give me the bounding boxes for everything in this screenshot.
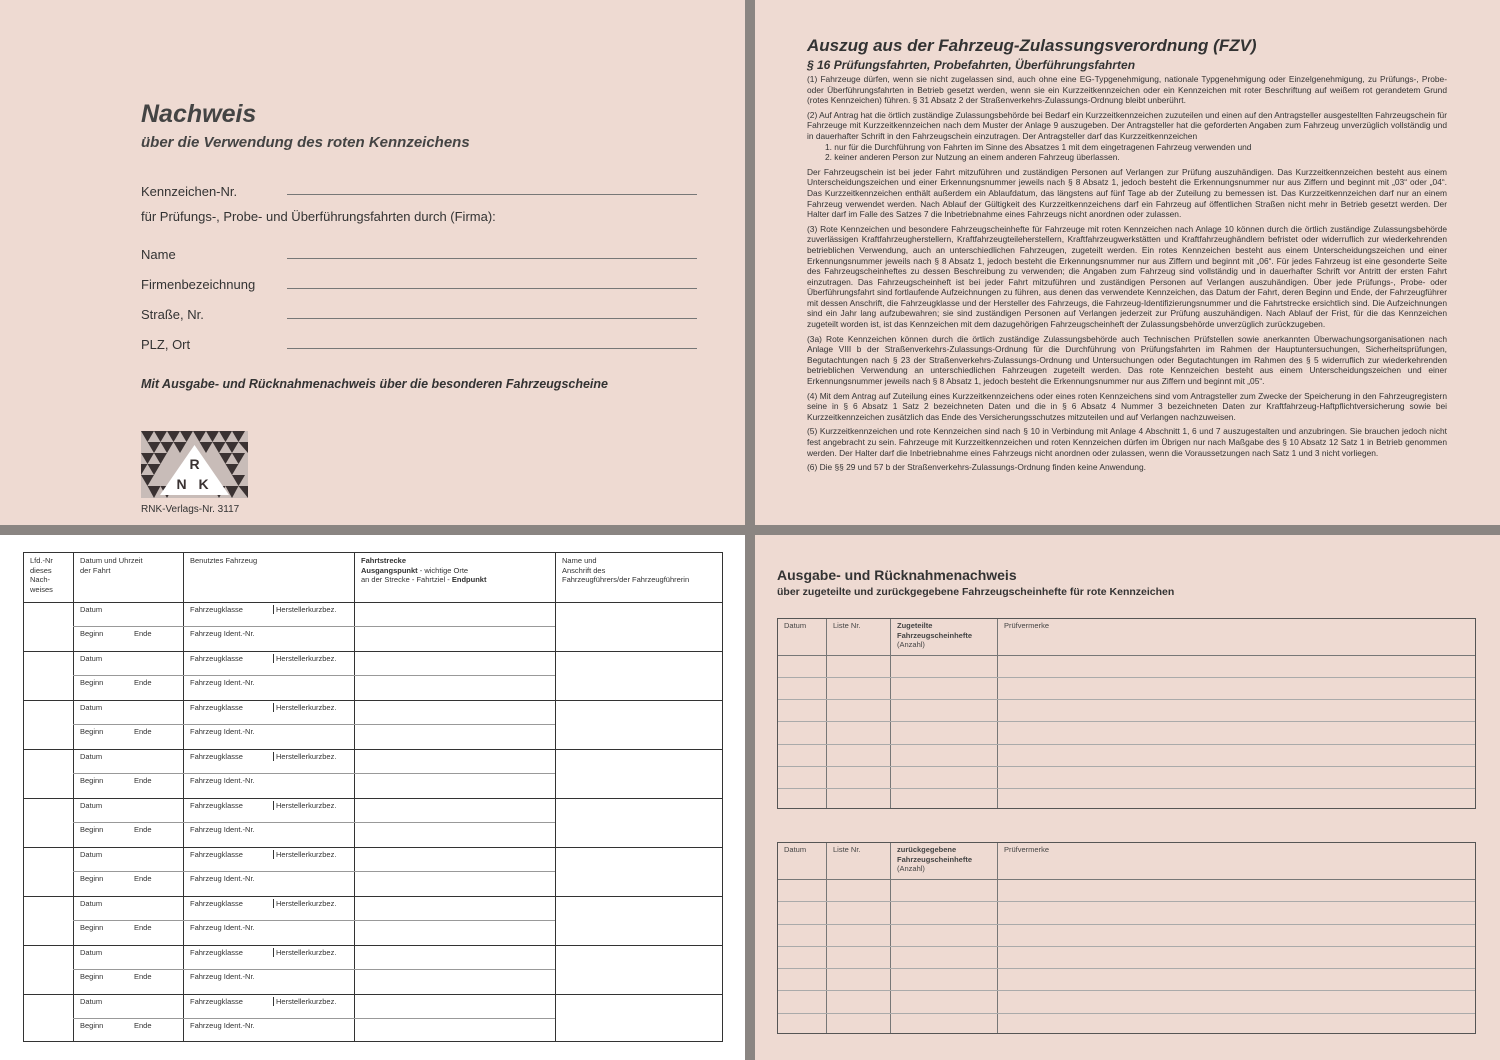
- returned-col-liste: Liste Nr.: [833, 845, 861, 854]
- table-row: [24, 896, 722, 897]
- cell-beginn: Beginn: [80, 923, 104, 932]
- law-item-1: 1. nur für die Durchführung von Fahrten im Sinne des Absatzes 1 mit dem eingetragenen Fahrzeug verwenden und: [825, 141, 1252, 152]
- cell-ende: Ende: [134, 678, 152, 687]
- table-row: [778, 699, 1475, 700]
- log-panel: [0, 535, 745, 1060]
- header-fahrzeug: Benutztes Fahrzeug: [190, 556, 258, 565]
- header-strecke-line2: an der Strecke - Fahrtziel -: [361, 575, 452, 584]
- issued-table: [777, 618, 1476, 809]
- table-row: [778, 744, 1475, 745]
- issued-col-anzahl: (Anzahl): [897, 640, 925, 649]
- returned-col-pruef: Prüfvermerke: [1004, 845, 1050, 854]
- cell-beginn: Beginn: [80, 1021, 104, 1030]
- cell-fahrzeugklasse: Fahrzeugklasse: [190, 752, 243, 761]
- cell-herstellerkurzbez: Herstellerkurzbez.: [276, 899, 337, 908]
- issuance-title: Ausgabe- und Rücknahmenachweis: [777, 567, 1017, 583]
- cell-fahrzeugklasse: Fahrzeugklasse: [190, 605, 243, 614]
- logo-letters: N K: [176, 476, 213, 492]
- cell-herstellerkurzbez: Herstellerkurzbez.: [276, 850, 337, 859]
- issued-col-hefte: Zugeteilte Fahrzeugscheinhefte: [897, 621, 973, 640]
- name-label: Name: [141, 247, 176, 262]
- law-paragraph-4: (4) Mit dem Antrag auf Zuteilung eines Kurzzeitkennzeichens oder eines roten Kennzeichens sind vom Antragsteller zum Zwecke der Speicherung in den Fahrzeugregistern seine in § 6 Absatz 1 Satz 2 bezeichneten Daten und die in § 6 Absatz 4 Nummer 3 bezeichneten Daten zur Kraftfahrzeug-Haftpflichtversicherung sowie bei Kurzzeitkennzeichen zusätzlich das Ende des Versicherungsschutzes mitzuteilen und auf Verlangen nachzuweisen.: [807, 390, 1447, 422]
- table-row: [778, 946, 1475, 947]
- header-strecke-title: Fahrtstrecke: [361, 556, 407, 565]
- plz-field[interactable]: [287, 348, 697, 349]
- issued-col-liste: Liste Nr.: [833, 621, 861, 630]
- cell-beginn: Beginn: [80, 629, 104, 638]
- cell-datum: Datum: [80, 801, 103, 810]
- cell-beginn: Beginn: [80, 727, 104, 736]
- cell-ende: Ende: [134, 727, 152, 736]
- plz-label: PLZ, Ort: [141, 337, 191, 352]
- cell-datum: Datum: [80, 850, 103, 859]
- svg-text:R: R: [189, 456, 200, 472]
- cell-ident-nr: Fahrzeug Ident.-Nr.: [190, 972, 255, 981]
- table-row: [778, 788, 1475, 789]
- cell-ident-nr: Fahrzeug Ident.-Nr.: [190, 629, 255, 638]
- law-title: Auszug aus der Fahrzeug-Zulassungsverordnung (FZV): [807, 36, 1257, 55]
- law-paragraph-1: (1) Fahrzeuge dürfen, wenn sie nicht zugelassen sind, auch ohne eine EG-Typgenehmigung, nationale Typgenehmigung oder Einzelgenehmigung, zu Prüfungs-, Probe- oder Überführungsfahrten in Betrieb gesetzt werden, wenn sie ein Kurzzeitkennzeichen oder ein Kennzeichen mit roter Beschriftung auf weißem rot gerandetem Grund (rotes Kennzeichen) führen. § 31 Absatz 2 der Straßenverkehrs-Zulassungs-Ordnung bleibt unberührt.: [807, 74, 1447, 106]
- cell-herstellerkurzbez: Herstellerkurzbez.: [276, 605, 337, 614]
- law-panel: [755, 0, 1500, 525]
- cell-fahrzeugklasse: Fahrzeugklasse: [190, 703, 243, 712]
- cell-fahrzeugklasse: Fahrzeugklasse: [190, 801, 243, 810]
- cell-datum: Datum: [80, 752, 103, 761]
- kennzeichen-field[interactable]: [287, 194, 697, 195]
- header-strecke-end: Endpunkt: [451, 575, 487, 584]
- header-strecke-start: Ausgangspunkt: [361, 565, 418, 575]
- cover-note: Mit Ausgabe- und Rücknahmenachweis über die besonderen Fahrzeugscheine: [141, 377, 608, 391]
- cell-herstellerkurzbez: Herstellerkurzbez.: [276, 752, 337, 761]
- header-strecke: [361, 556, 486, 585]
- cover-panel: [0, 0, 745, 525]
- cell-datum: Datum: [80, 703, 103, 712]
- cell-ident-nr: Fahrzeug Ident.-Nr.: [190, 776, 255, 785]
- issuance-panel: [755, 535, 1500, 1060]
- law-item-2: 2. keiner anderen Person zur Nutzung an einem anderen Fahrzeug überlassen.: [825, 152, 1120, 163]
- header-datum: Datum und Uhrzeit der Fahrt: [80, 556, 143, 575]
- kennzeichen-label: Kennzeichen-Nr.: [141, 184, 238, 199]
- table-row: [778, 677, 1475, 678]
- table-row: [24, 602, 722, 603]
- trip-log-table: [23, 552, 723, 1042]
- table-row: [778, 968, 1475, 969]
- law-paragraph-3: (3) Rote Kennzeichen und besondere Fahrzeugscheinhefte für Fahrzeuge mit roten Kennzeichen nach Anlage 10 können durch die örtlich zuständige Zulassungsbehörde zuverlässigen Kraftfahrzeugherstellern, Kraftfahrzeugteileherstellern, Kraftfahrzeugwerkstätten und Kraftfahrzeughändlern befristet oder widerruflich zur wiederkehrenden betrieblichen Verwendung, auch an unterschiedlichen Fahrzeugen, zugeteilt werden. Ein rotes Kennzeichen besteht aus einem Unterscheidungszeichen und einer Erkennungsnummer jeweils nach § 8 Absatz 1, jedoch besteht die Erkennungsnummer nur aus Ziffern und beginnt mit „06“. Für jedes Fahrzeug ist eine gesonderte Seite des Fahrzeugscheinheftes zu dessen Beschreibung zu verwenden; die Angaben zum Fahrzeug sind vollständig und in dauerhafter Schrift vor Antritt der ersten Fahrt einzutragen. Das Fahrzeugscheinheft ist bei jeder Fahrt mitzuführen und zuständigen Personen auf Verlangen auszuhändigen. Über jede Prüfungs-, Probe- oder Überführungsfahrt sind fortlaufende Aufzeichnungen zu führen, aus denen das verwendete Kennzeichen, das Datum der Fahrt, deren Beginn und Ende, der Fahrzeugführer mit dessen Anschrift, die Fahrzeugklasse und der Hersteller des Fahrzeugs, die Fahrzeug-Identifizierungsnummer und die Fahrtstrecke ersichtlich sind. Die Aufzeichnungen sind ein Jahr lang aufzubewahren; sie sind zuständigen Personen auf Verlangen jederzeit zur Prüfung auszuhändigen. Nach Ablauf der Frist, für die das Kennzeichen zugeteilt worden ist, ist das Kennzeichen mit dem dazugehörigen Fahrzeugscheinheft der Zulassungsbehörde unverzüglich zurückzugeben.: [807, 223, 1447, 330]
- cell-datum: Datum: [80, 654, 103, 663]
- header-strecke-mid: - wichtige Orte: [417, 565, 469, 575]
- issued-col-datum: Datum: [784, 621, 807, 630]
- table-row: [778, 766, 1475, 767]
- law-paragraph-2b: Der Fahrzeugschein ist bei jeder Fahrt mitzuführen und zuständigen Personen auf Verlangen zur Prüfung auszuhändigen. Das Kurzzeitkennzeichen besteht aus einem Unterscheidungszeichen und einer Erkennungsnummer jeweils nach § 8 Absatz 1, jedoch besteht die Erkennungsnummer nur aus Ziffern und beginnt mit „03“ oder „04“. Das Kurzzeitkennzeichen enthält außerdem ein Ablaufdatum, das längstens auf fünf Tage ab der Zuteilung zu bemessen ist. Das Kurzzeitkennzeichen darf nur an einem Fahrzeug verwendet werden. Nach Ablauf der Gültigkeit des Kurzzeitkennzeichens darf ein Fahrzeug auf öffentlichen Straßen nicht mehr in Betrieb gesetzt werden. Der Halter darf im Falle des Satzes 7 die Inbetriebnahme eines Fahrzeugs nicht anordnen oder zulassen.: [807, 166, 1447, 220]
- cell-ident-nr: Fahrzeug Ident.-Nr.: [190, 1021, 255, 1030]
- header-fuehrer: Name und Anschrift des Fahrzeugführers/der Fahrzeugführerin: [562, 556, 690, 584]
- issuance-subtitle: über zugeteilte und zurückgegebene Fahrzeugscheinhefte für rote Kennzeichen: [777, 586, 1175, 598]
- table-row: [24, 749, 722, 750]
- cell-ende: Ende: [134, 825, 152, 834]
- cell-ende: Ende: [134, 776, 152, 785]
- law-paragraph-6: (6) Die §§ 29 und 57 b der Straßenverkehrs-Zulassungs-Ordnung finden keine Anwendung.: [807, 462, 1146, 473]
- cell-ende: Ende: [134, 874, 152, 883]
- cell-beginn: Beginn: [80, 678, 104, 687]
- cover-subtitle: über die Verwendung des roten Kennzeichens: [141, 134, 470, 151]
- cell-ende: Ende: [134, 629, 152, 638]
- cell-datum: Datum: [80, 997, 103, 1006]
- cell-ident-nr: Fahrzeug Ident.-Nr.: [190, 678, 255, 687]
- cell-ende: Ende: [134, 923, 152, 932]
- law-section: § 16 Prüfungsfahrten, Probefahrten, Überführungsfahrten: [807, 58, 1136, 72]
- strasse-label: Straße, Nr.: [141, 307, 204, 322]
- cell-ident-nr: Fahrzeug Ident.-Nr.: [190, 923, 255, 932]
- law-paragraph-2: (2) Auf Antrag hat die örtlich zuständige Zulassungsbehörde bei Bedarf ein Kurzzeitkennzeichen zuzuteilen und einen auf den Antragsteller ausgestellten Fahrzeugschein für Fahrzeuge mit Kurzzeitkennzeichen nach dem Muster der Anlage 9 auszugeben. Der Antragsteller hat die geforderten Angaben zum Fahrzeug unverzüglich vollständig und in dauerhafter Schrift in den Fahrzeugschein einzutragen. Der Antragsteller darf das Kurzzeitkennzeichen: [807, 109, 1447, 141]
- table-row: [778, 721, 1475, 722]
- firma-label: Firmenbezeichnung: [141, 277, 256, 292]
- cell-ident-nr: Fahrzeug Ident.-Nr.: [190, 825, 255, 834]
- returned-col-hefte: zurückgegebene Fahrzeugscheinhefte: [897, 845, 973, 864]
- table-row: [778, 924, 1475, 925]
- purpose-label: für Prüfungs-, Probe- und Überführungsfahrten durch (Firma):: [141, 209, 496, 224]
- cell-herstellerkurzbez: Herstellerkurzbez.: [276, 703, 337, 712]
- strasse-field[interactable]: [287, 318, 697, 319]
- returned-col-anzahl: (Anzahl): [897, 864, 925, 873]
- cell-datum: Datum: [80, 605, 103, 614]
- table-row: [24, 994, 722, 995]
- cell-ident-nr: Fahrzeug Ident.-Nr.: [190, 727, 255, 736]
- publisher-number: RNK-Verlags-Nr. 3117: [141, 504, 240, 515]
- cell-herstellerkurzbez: Herstellerkurzbez.: [276, 948, 337, 957]
- cell-beginn: Beginn: [80, 972, 104, 981]
- cell-beginn: Beginn: [80, 874, 104, 883]
- table-row: [778, 1013, 1475, 1014]
- cell-herstellerkurzbez: Herstellerkurzbez.: [276, 654, 337, 663]
- cell-datum: Datum: [80, 948, 103, 957]
- cell-beginn: Beginn: [80, 776, 104, 785]
- law-paragraph-5: (5) Kurzzeitkennzeichen und rote Kennzeichen sind nach § 10 in Verbindung mit Anlage 4 Abschnitt 1, 6 und 7 auszugestalten und anzubringen. Sie brauchen jedoch nicht fest angebracht zu sein. Fahrzeuge mit Kurzzeitkennzeichen und roten Kennzeichen dürfen im Übrigen nur nach Maßgabe des § 10 Absatz 12 Satz 1 in Betrieb genommen werden. Der Halter darf die Inbetriebnahme eines Fahrzeugs nicht anordnen oder zulassen, wenn die Voraussetzungen nach Satz 1 und 3 nicht vorliegen.: [807, 426, 1447, 458]
- table-row: [24, 798, 722, 799]
- table-row: [24, 945, 722, 946]
- table-row: [24, 847, 722, 848]
- name-field[interactable]: [287, 258, 697, 259]
- returned-table: [777, 842, 1476, 1034]
- table-row: [778, 901, 1475, 902]
- returned-col-datum: Datum: [784, 845, 807, 854]
- cell-ende: Ende: [134, 1021, 152, 1030]
- cell-fahrzeugklasse: Fahrzeugklasse: [190, 948, 243, 957]
- table-row: [24, 651, 722, 652]
- cell-herstellerkurzbez: Herstellerkurzbez.: [276, 997, 337, 1006]
- issued-col-pruef: Prüfvermerke: [1004, 621, 1050, 630]
- cell-fahrzeugklasse: Fahrzeugklasse: [190, 654, 243, 663]
- cell-ende: Ende: [134, 972, 152, 981]
- cover-title: Nachweis: [141, 100, 257, 128]
- cell-herstellerkurzbez: Herstellerkurzbez.: [276, 801, 337, 810]
- rnk-logo: [141, 431, 248, 498]
- cell-fahrzeugklasse: Fahrzeugklasse: [190, 850, 243, 859]
- cell-ident-nr: Fahrzeug Ident.-Nr.: [190, 874, 255, 883]
- cell-fahrzeugklasse: Fahrzeugklasse: [190, 997, 243, 1006]
- header-nr: Lfd.-Nr dieses Nach- weises: [30, 556, 53, 594]
- cell-fahrzeugklasse: Fahrzeugklasse: [190, 899, 243, 908]
- cell-datum: Datum: [80, 899, 103, 908]
- firma-field[interactable]: [287, 288, 697, 289]
- law-paragraph-3a: (3a) Rote Kennzeichen können durch die örtlich zuständige Zulassungsbehörde auch Technischen Prüfstellen sowie anerkannten Überwachungsorganisationen nach Anlage VIII b der Straßenverkehrs-Zulassungs-Ordnung für die Durchführung von Prüfungsfahrten im Rahmen der Hauptuntersuchungen, Sicherheitsprüfungen, Begutachtungen nach § 23 der Straßenverkehrs-Zulassungs-Ordnung und Untersuchungen oder Begutachtungen im Rahmen des § 5 widerruflich zur wiederkehrenden betrieblichen Verwendung an unterschiedlichen Fahrzeugen zugeteilt werden. Das rote Kennzeichen besteht aus einem Unterscheidungszeichen und einer Erkennungsnummer jeweils nach § 8 Absatz 1, jedoch besteht die Erkennungsnummer nur aus Ziffern und beginnt mit „05“.: [807, 333, 1447, 387]
- table-row: [778, 990, 1475, 991]
- law-body: [807, 74, 1447, 477]
- cell-beginn: Beginn: [80, 825, 104, 834]
- table-row: [24, 700, 722, 701]
